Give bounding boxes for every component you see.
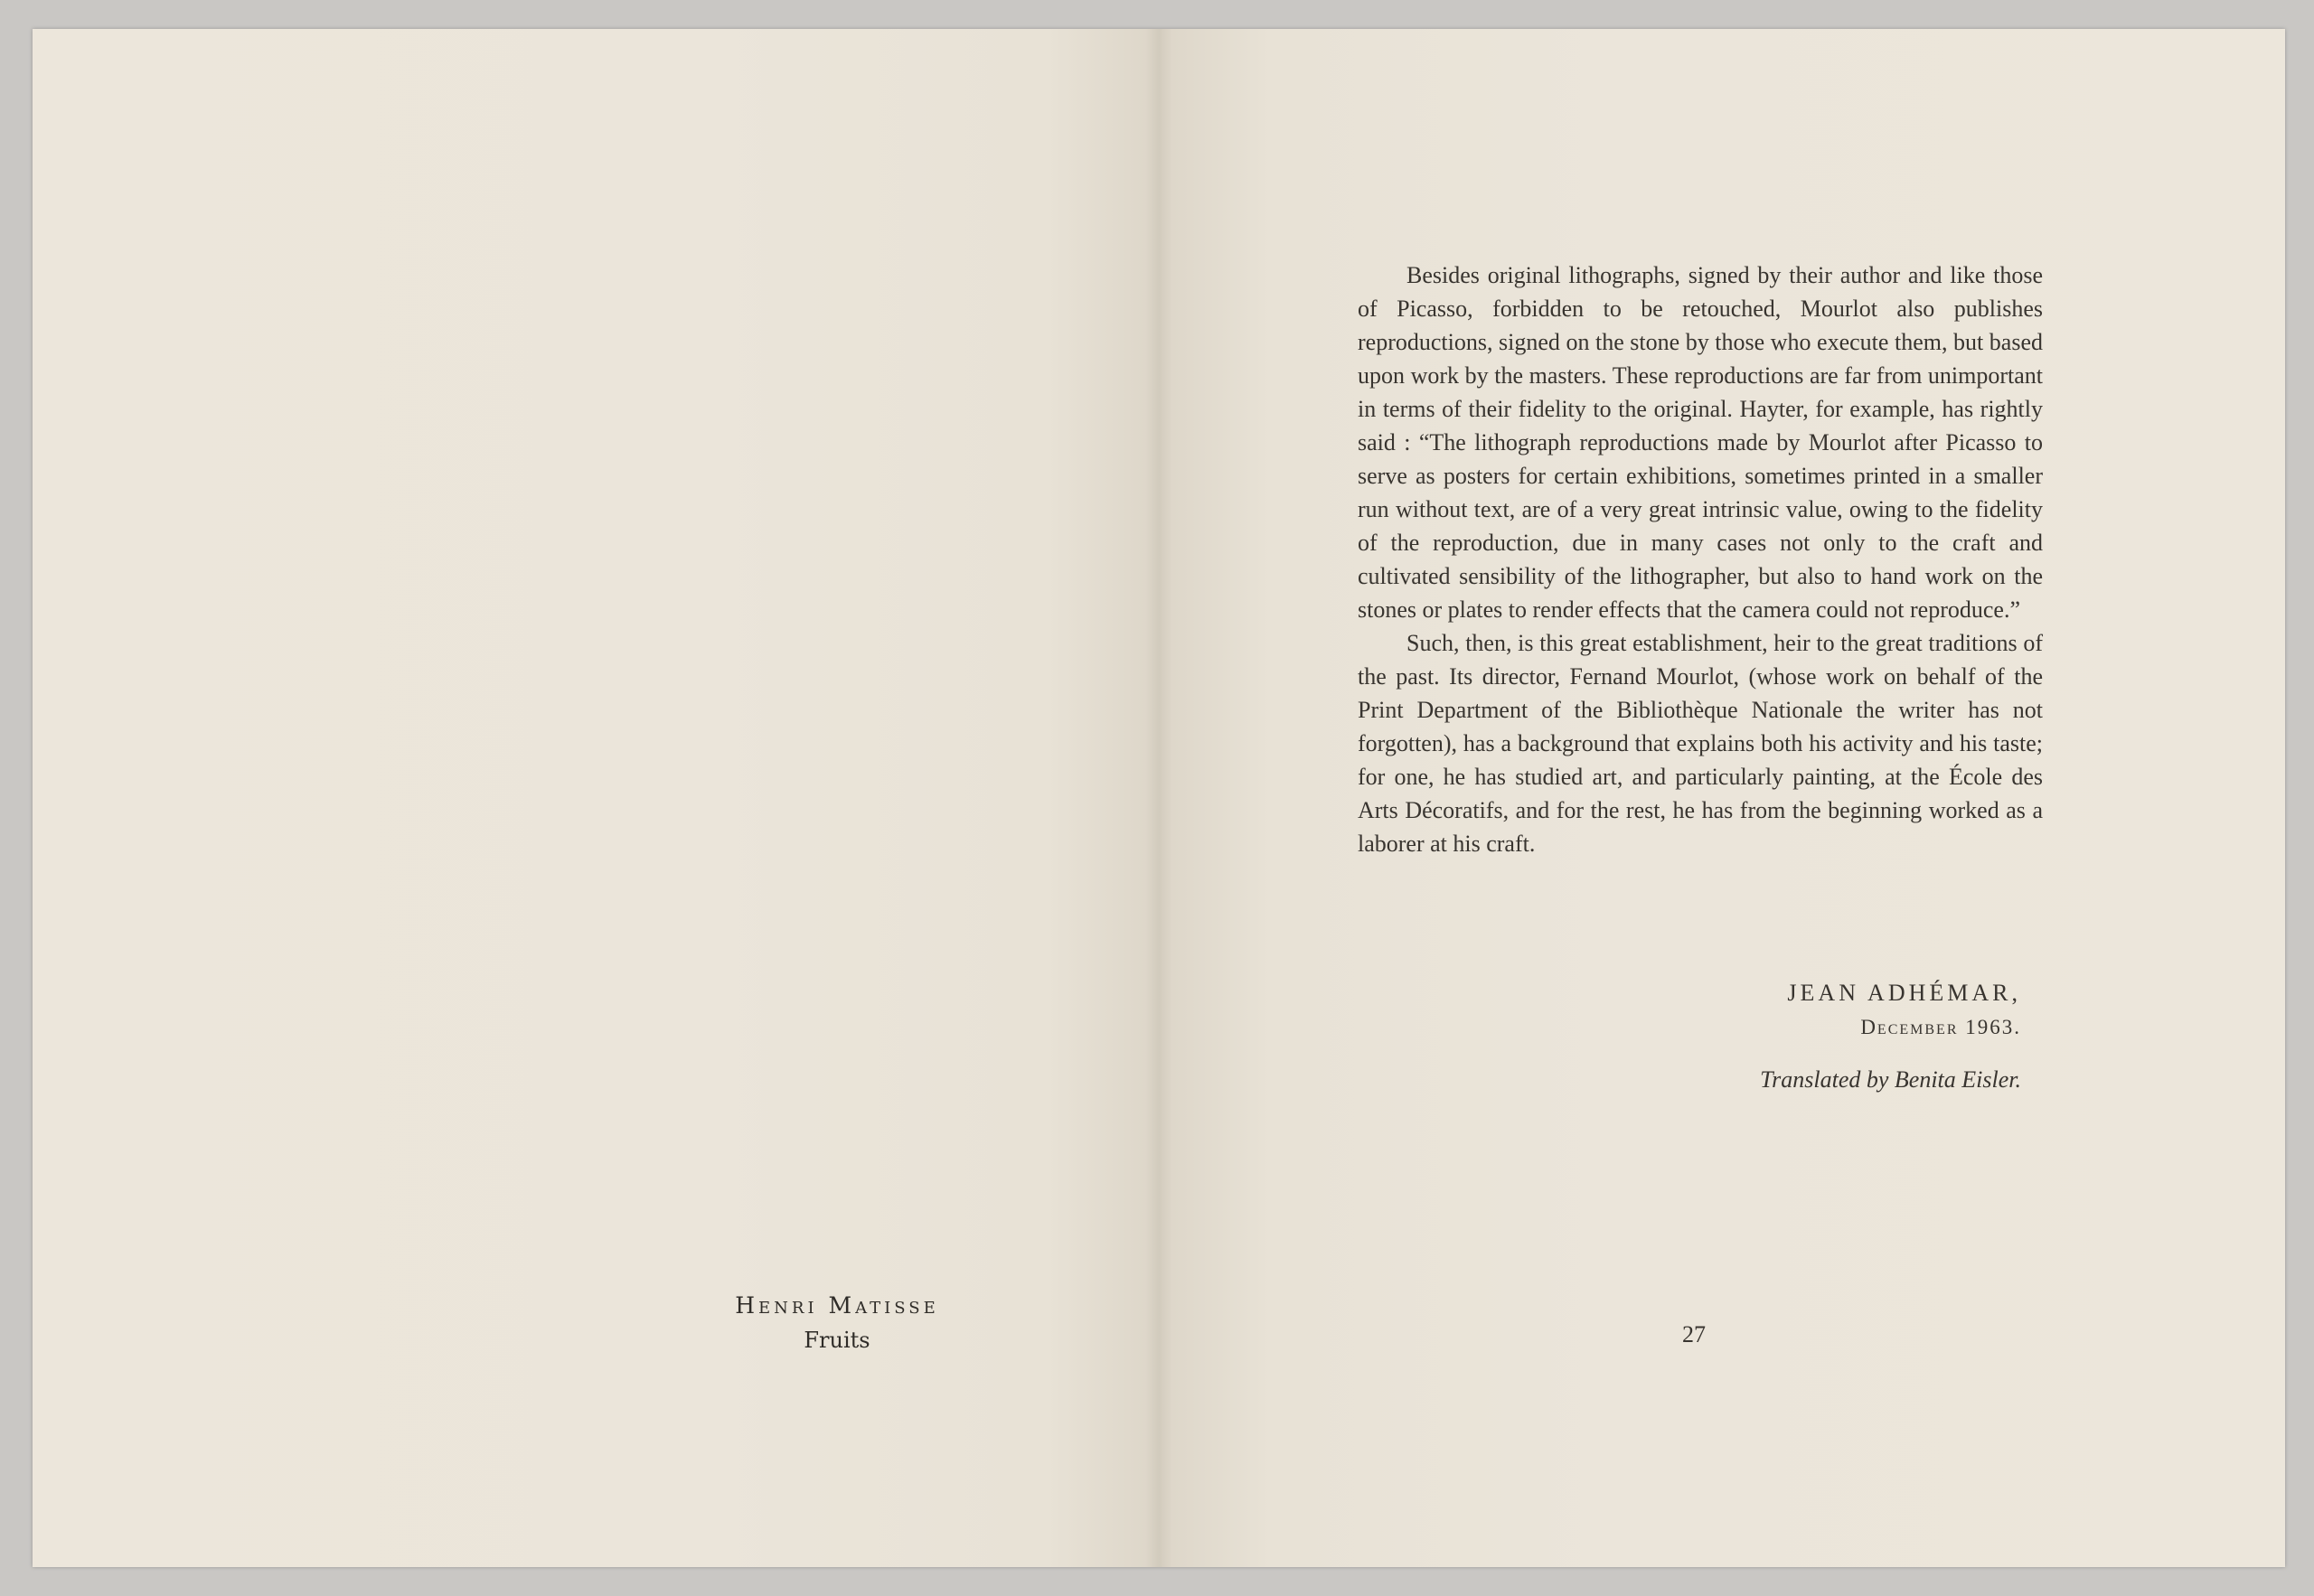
translator-credit: Translated by Benita Eisler. xyxy=(1760,1066,2021,1093)
essay-text xyxy=(1358,258,2043,860)
page-number: 27 xyxy=(1682,1321,1706,1347)
signature-date: December 1963. xyxy=(1860,1016,2021,1038)
left-page xyxy=(33,29,1159,1567)
caption-artist: Henri Matisse xyxy=(735,1292,939,1319)
paragraph-1: Besides original lithographs, signed by their author and like those of Picasso, forbidden to be retouched, Mourlot also publishes reproductions, signed on the stone by those who execute them, but based upon work by the masters. These reproductions are far from unimportant in terms of their fidelity to the original. Hayter, for example, has rightly said : “The lithograph reproductions made by Mourlot after Picasso to serve as posters for certain exhibitions, sometimes printed in a smaller run without text, are of a very great intrinsic value, owing to the fidelity of the reproduction, due in many cases not only to the craft and cultivated sensibility of the lithographer, but also to hand work on the stones or plates to render effects that the camera could not reproduce.” xyxy=(1358,262,2043,623)
paragraph-2: Such, then, is this great establishment, heir to the great traditions of the past. Its director, Fernand Mourlot, (whose work on behalf of the Print Department of the Bibliothèque Nationale the writer has not forgotten), has a background that explains both his activity and his taste; for one, he has studied art, and particularly painting, at the École des Arts Décoratifs, and for the rest, he has from the beginning worked as a laborer at his craft. xyxy=(1358,630,2043,857)
author-signature: JEAN ADHÉMAR, xyxy=(1787,980,2021,1006)
caption-title: Fruits xyxy=(804,1328,870,1353)
plate-caption xyxy=(720,1289,955,1357)
